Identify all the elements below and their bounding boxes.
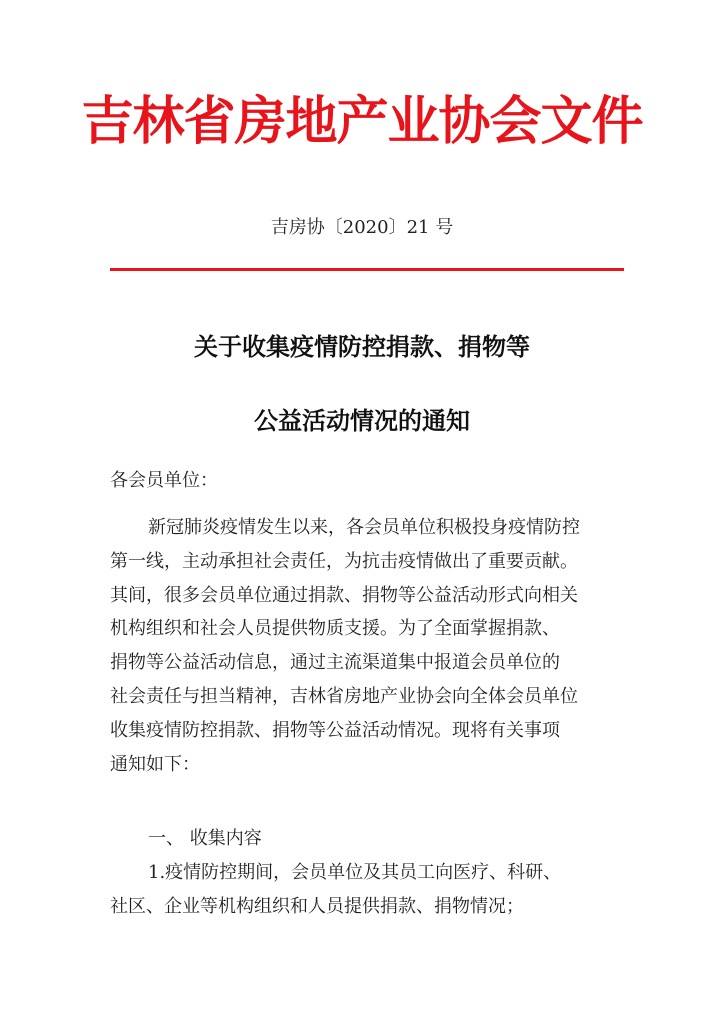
body-paragraph [110,511,630,781]
paragraph-line: 其间，很多会员单位通过捐款、捐物等公益活动形式向相关 [110,584,578,606]
item-line: 社区、企业等机构组织和人员提供捐款、捐物情况； [110,896,524,917]
document-number: 吉房协〔2020〕21 号 [270,217,454,238]
paragraph-line: 收集疫情防控捐款、捐物等公益活动情况。现将有关事项 [110,719,560,741]
paragraph-line: 通知如下： [110,753,200,775]
section-collection-content [110,822,630,924]
document-header-title: 吉林省房地产业协会文件 [81,91,643,152]
header-divider-line [110,268,624,271]
paragraph-line: 捐物等公益活动信息，通过主流渠道集中报道会员单位的 [110,652,560,674]
notice-title-line-1: 关于收集疫情防控捐款、捐物等 [194,333,530,361]
item-line: 1.疫情防控期间，会员单位及其员工向医疗、科研、 [148,862,562,883]
paragraph-line: 社会责任与担当精神，吉林省房地产业协会向全体会员单位 [110,685,578,707]
paragraph-line: 机构组织和社会人员提供物质支援。为了全面掌握捐款、 [110,618,560,640]
paragraph-line: 第一线，主动承担社会责任，为抗击疫情做出了重要贡献。 [110,550,578,572]
paragraph-line: 新冠肺炎疫情发生以来，各会员单位积极投身疫情防控 [148,517,580,538]
salutation: 各会员单位： [110,470,218,491]
section-heading: 一、 收集内容 [148,828,262,849]
notice-title-line-2: 公益活动情况的通知 [254,407,470,435]
